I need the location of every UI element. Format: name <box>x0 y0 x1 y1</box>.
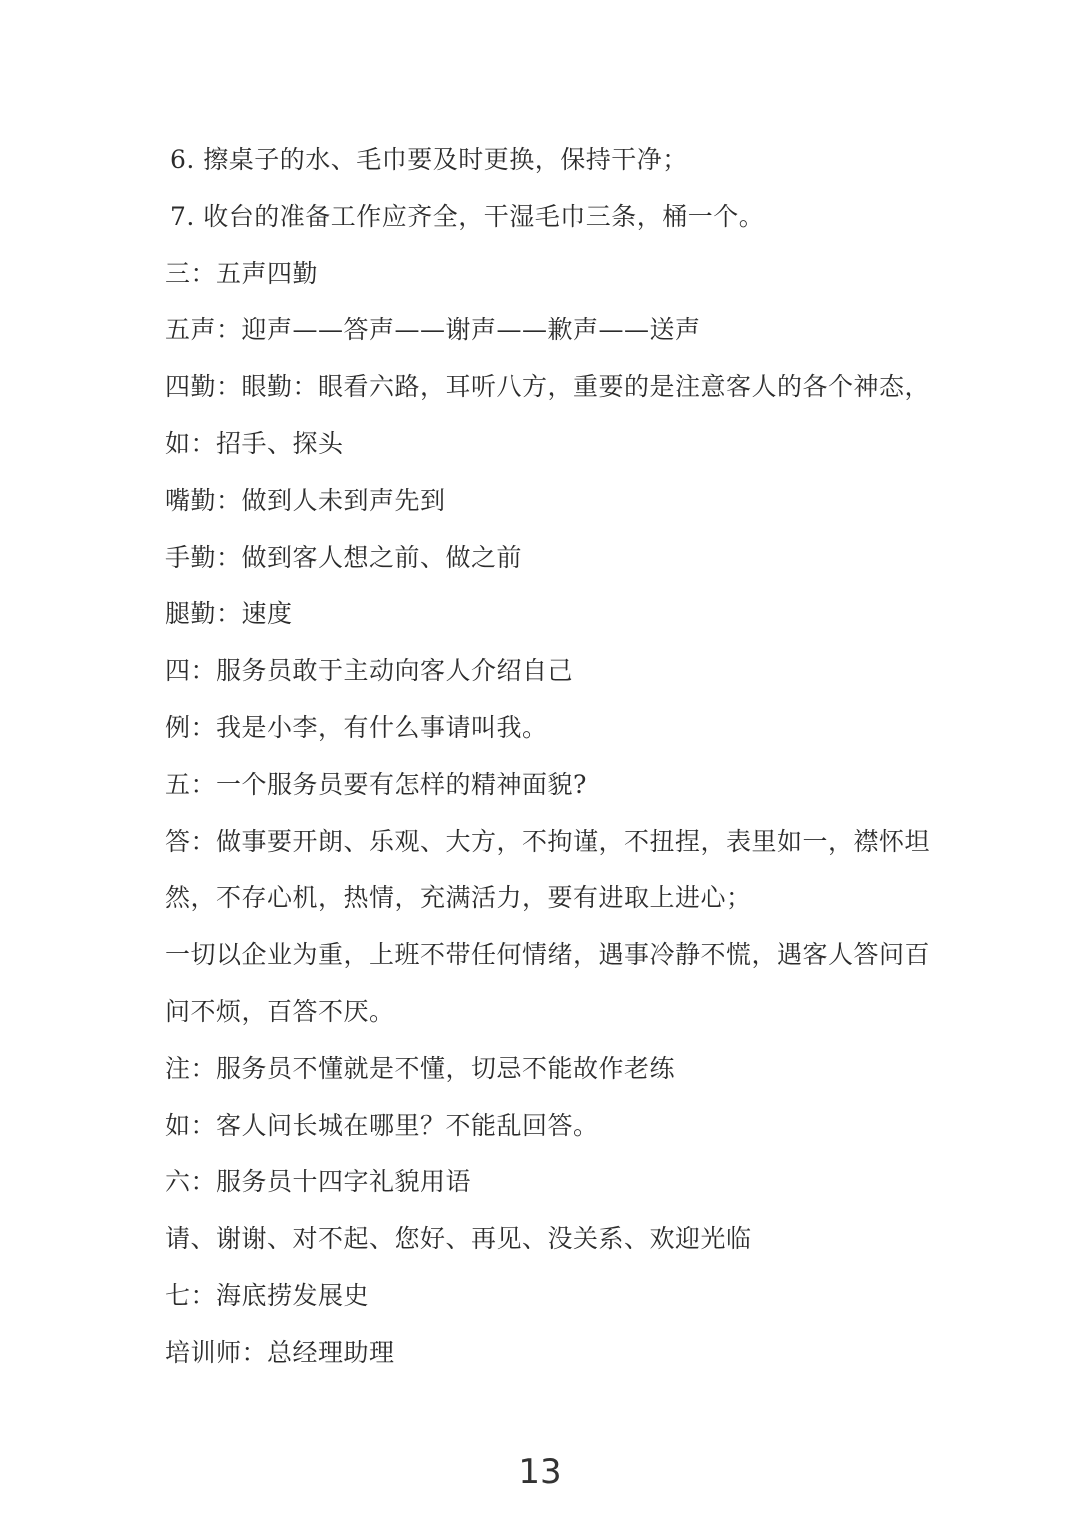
text-line: 如：招手、探头 <box>165 428 344 458</box>
text-line: 问不烦，百答不厌。 <box>165 996 395 1026</box>
section-heading: 三：五声四勤 <box>165 258 319 288</box>
text-line: 例：我是小李，有什么事请叫我。 <box>165 712 548 742</box>
text-line: 五声：迎声——答声——谢声——歉声——送声 <box>165 315 701 345</box>
text-line: 一切以企业为重，上班不带任何情绪，遇事冷静不慌，遇客人答问百 <box>165 940 931 970</box>
text-line: 请、谢谢、对不起、您好、再见、没关系、欢迎光临 <box>165 1224 752 1254</box>
text-line: 手勤：做到客人想之前、做之前 <box>165 542 523 572</box>
text-line: 腿勤：速度 <box>165 599 293 629</box>
section-heading: 四：服务员敢于主动向客人介绍自己 <box>165 656 574 686</box>
section-heading: 五：一个服务员要有怎样的精神面貌? <box>165 769 587 799</box>
section-heading: 七：海底捞发展史 <box>165 1280 370 1310</box>
text-line: 培训师：总经理助理 <box>165 1337 395 1367</box>
text-line: 四勤：眼勤：眼看六路，耳听八方，重要的是注意客人的各个神态， <box>165 372 931 402</box>
text-line: 7. 收台的准备工作应齐全，干湿毛巾三条，桶一个。 <box>170 201 765 231</box>
text-line: 然，不存心机，热情，充满活力，要有进取上进心； <box>165 883 752 913</box>
text-line: 答：做事要开朗、乐观、大方，不拘谨，不扭捏，表里如一，襟怀坦 <box>165 826 931 856</box>
text-line: 6. 擦桌子的水、毛巾要及时更换，保持干净； <box>170 145 688 174</box>
document-body <box>165 132 931 1382</box>
page-number: 13 <box>518 1452 562 1492</box>
text-line: 注：服务员不懂就是不懂，切忌不能故作老练 <box>165 1053 676 1083</box>
section-heading: 六：服务员十四字礼貌用语 <box>165 1167 472 1197</box>
text-line: 如：客人问长城在哪里？不能乱回答。 <box>165 1110 599 1140</box>
text-line: 嘴勤：做到人未到声先到 <box>165 485 446 515</box>
